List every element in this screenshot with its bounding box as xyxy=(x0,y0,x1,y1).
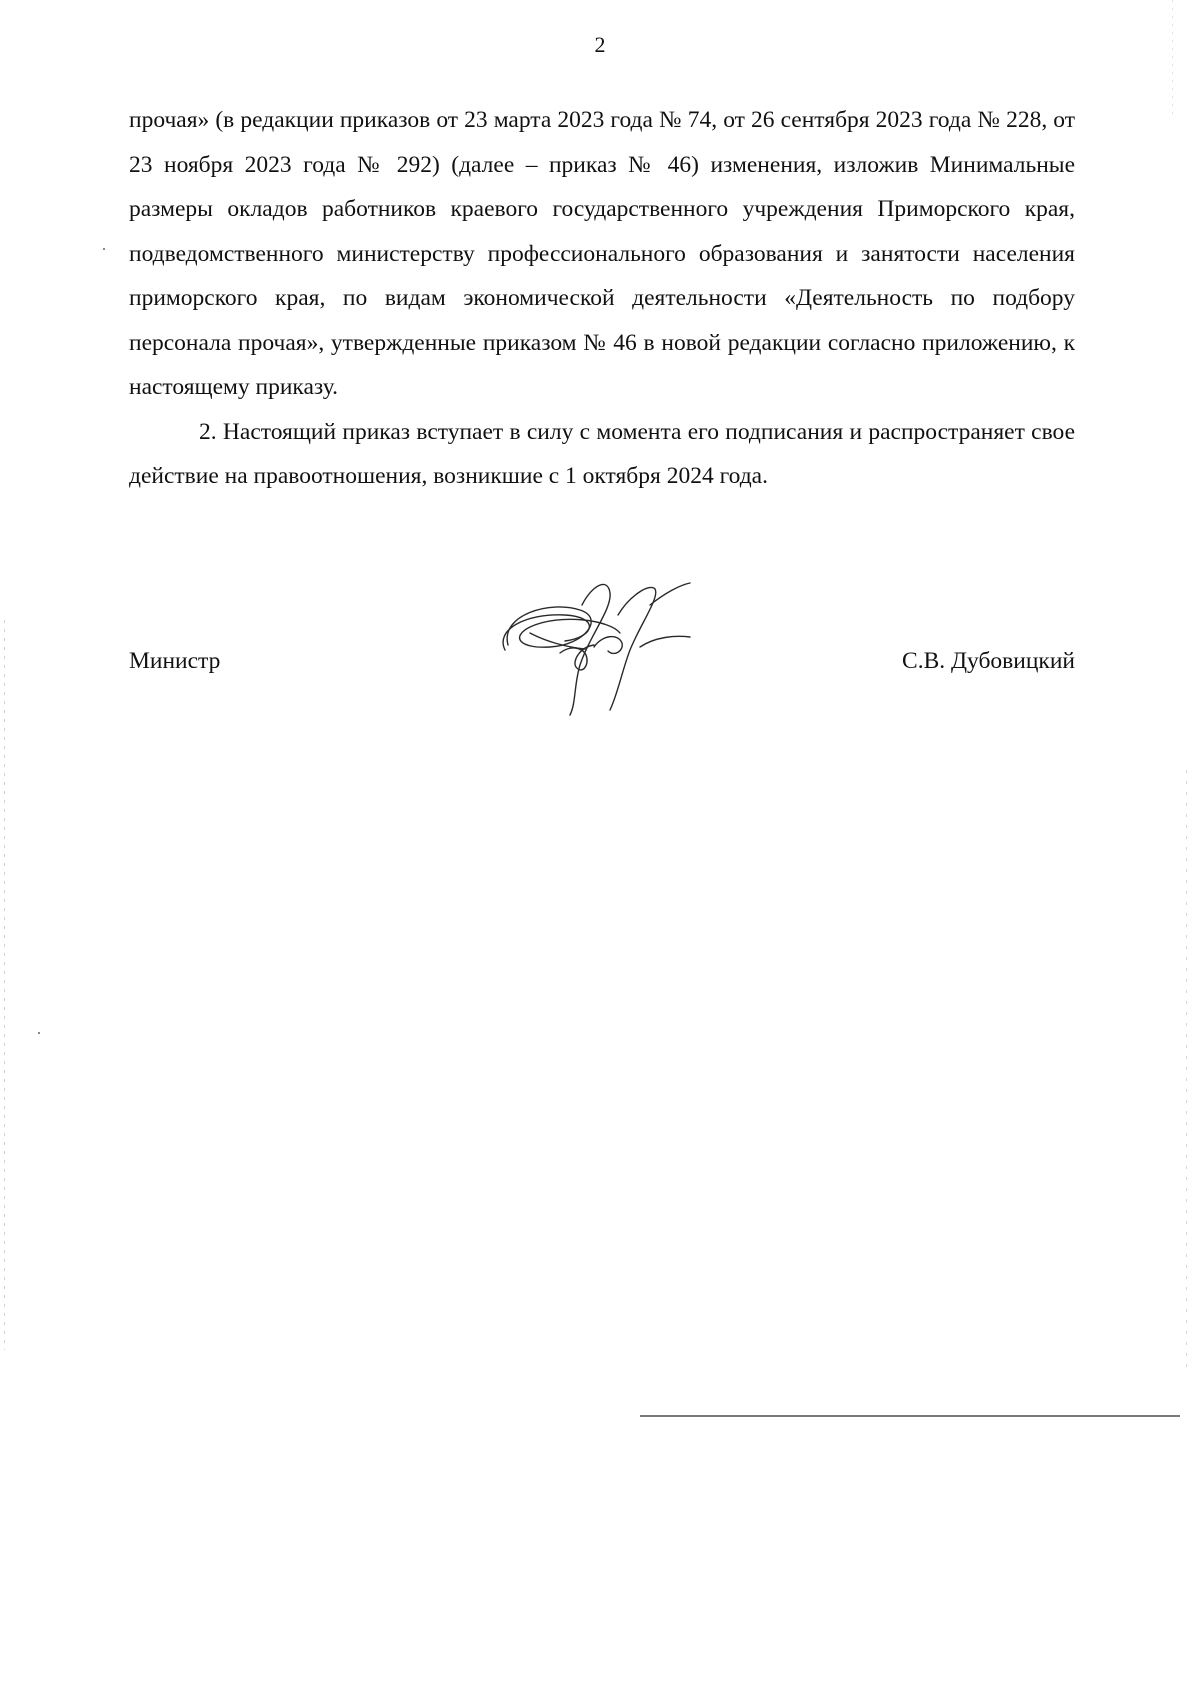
paragraph-2: 2. Настоящий приказ вступает в силу с момента его подписания и распространяет свое действие на правоотношения, возникшие с 1 октября 2024 года. xyxy=(129,418,1075,489)
signatory-name: С.В. Дубовицкий xyxy=(902,648,1075,674)
signatory-position: Министр xyxy=(129,648,221,674)
footer-rule xyxy=(640,1415,1180,1417)
scan-artifact-right xyxy=(1186,770,1187,1370)
paragraph-1: прочая» (в редакции приказов от 23 марта 2023 года № 74, от 26 сентября 2023 года № 228, от 23 ноября 2023 года № 292) (далее – приказ № 46) изменения, изложив Минимальные размеры окладов работников краевого государственного учреждения Приморского края, подведомственного министерству профессионального образования и занятости населения приморского края, по видам экономической деятельности «Деятельность по подбору персонала прочая», утвержденные приказом № 46 в новой редакции согласно приложению, к настоящему приказу. xyxy=(129,107,1075,400)
scan-artifact-right-top xyxy=(1172,0,1173,120)
scan-speck xyxy=(38,1032,40,1034)
scan-speck xyxy=(103,248,105,250)
handwritten-signature-icon xyxy=(490,575,740,720)
document-body xyxy=(129,98,1075,499)
page-number: 2 xyxy=(594,32,606,57)
scan-artifact-left xyxy=(4,620,5,1350)
